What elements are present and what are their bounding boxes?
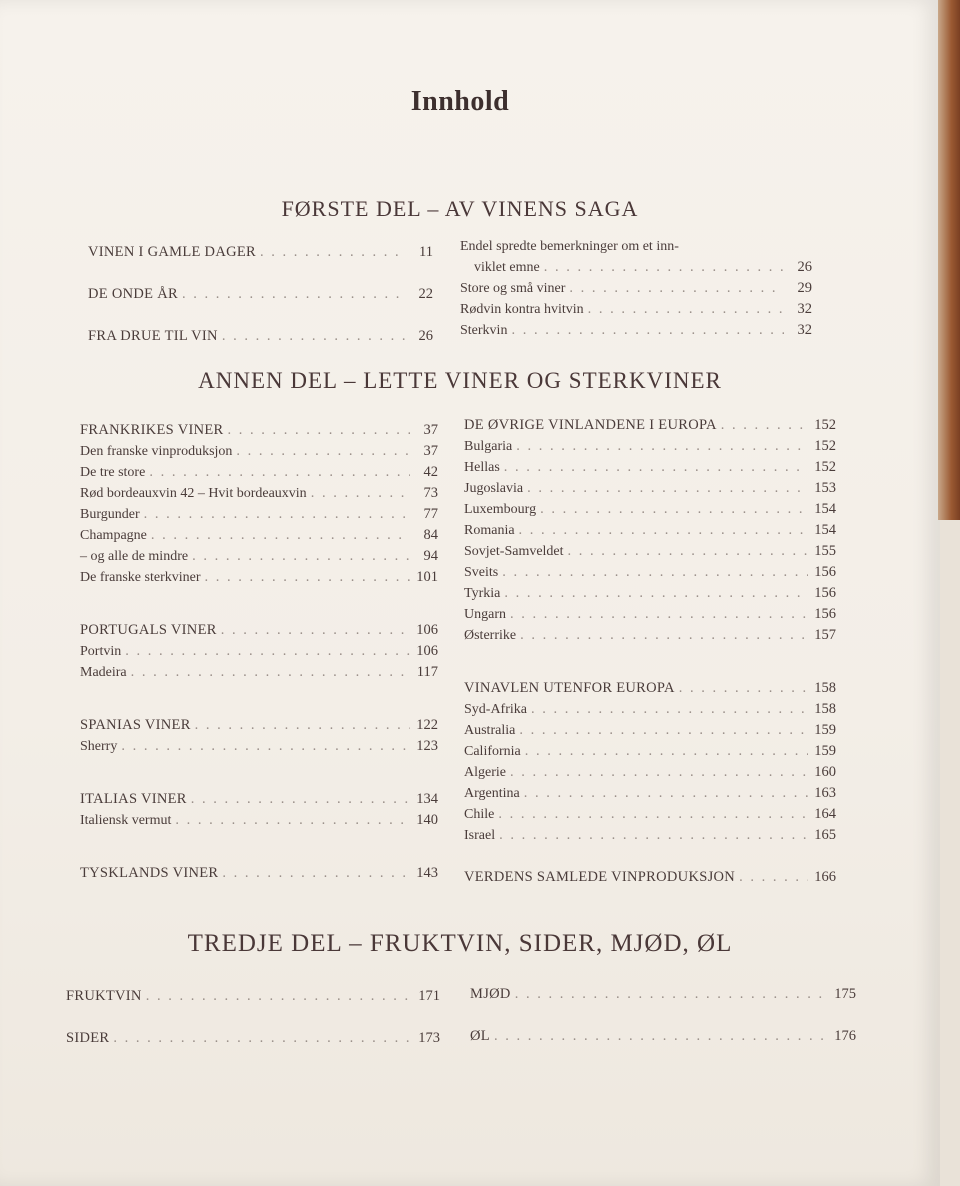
toc-entry[interactable]: ITALIAS VINER . . . 134 <box>80 789 438 810</box>
toc-entry[interactable]: Sherry . . . 123 <box>80 736 438 757</box>
toc-entry[interactable]: Argentina . . . 163 <box>464 783 836 804</box>
part-1-left-column <box>88 242 433 347</box>
toc-entry[interactable]: Sterkvin . . . 32 <box>460 320 812 341</box>
toc-entry[interactable]: viklet emne . . . 26 <box>460 257 812 278</box>
part-2-right-column <box>464 415 836 888</box>
toc-entry[interactable]: SPANIAS VINER . . . 122 <box>80 715 438 736</box>
toc-entry[interactable]: Madeira . . . 117 <box>80 662 438 683</box>
toc-entry[interactable]: PORTUGALS VINER . . . 106 <box>80 620 438 641</box>
toc-entry[interactable]: SIDER . . . 173 <box>66 1028 440 1049</box>
contents-page <box>60 0 860 1186</box>
toc-entry[interactable]: Italiensk vermut . . . 140 <box>80 810 438 831</box>
toc-entry[interactable]: Israel . . . 165 <box>464 825 836 846</box>
part-1-heading: FØRSTE DEL – AV VINENS SAGA <box>281 196 639 221</box>
toc-entry[interactable]: Østerrike . . . 157 <box>464 625 836 646</box>
toc-entry[interactable]: DE ONDE ÅR . . . 22 <box>88 284 433 305</box>
toc-entry[interactable]: Bulgaria . . . 152 <box>464 436 836 457</box>
toc-entry[interactable]: Burgunder . . . 77 <box>80 504 438 525</box>
toc-entry[interactable]: – og alle de mindre . . . 94 <box>80 546 438 567</box>
toc-entry[interactable]: Jugoslavia . . . 153 <box>464 478 836 499</box>
part-2-left-column <box>80 420 438 884</box>
toc-entry[interactable]: Syd-Afrika . . . 158 <box>464 699 836 720</box>
toc-entry[interactable]: Champagne . . . 84 <box>80 525 438 546</box>
toc-entry[interactable]: Portvin . . . 106 <box>80 641 438 662</box>
toc-entry[interactable]: VINEN I GAMLE DAGER . . . 11 <box>88 242 433 263</box>
toc-entry[interactable]: DE ØVRIGE VINLANDENE I EUROPA . . . 152 <box>464 415 836 436</box>
part-3-right-column <box>470 984 856 1047</box>
toc-entry[interactable]: Sveits . . . 156 <box>464 562 836 583</box>
toc-entry[interactable]: Chile . . . 164 <box>464 804 836 825</box>
toc-entry[interactable]: Rødvin kontra hvitvin . . . 32 <box>460 299 812 320</box>
part-2-heading: ANNEN DEL – LETTE VINER OG STERKVINER <box>198 368 722 393</box>
part-3-heading: TREDJE DEL – FRUKTVIN, SIDER, MJØD, ØL <box>187 930 733 957</box>
toc-entry[interactable]: VINAVLEN UTENFOR EUROPA . . . 158 <box>464 678 836 699</box>
toc-entry[interactable]: FRUKTVIN . . . 171 <box>66 986 440 1007</box>
toc-entry[interactable]: Luxembourg . . . 154 <box>464 499 836 520</box>
part-1-right-column <box>460 236 812 341</box>
toc-entry[interactable]: TYSKLANDS VINER . . . 143 <box>80 863 438 884</box>
toc-entry[interactable]: Sovjet-Samveldet . . . 155 <box>464 541 836 562</box>
toc-entry[interactable]: Tyrkia . . . 156 <box>464 583 836 604</box>
toc-entry[interactable]: De franske sterkviner . . . 101 <box>80 567 438 588</box>
toc-entry[interactable]: ØL . . . 176 <box>470 1026 856 1047</box>
toc-entry[interactable]: MJØD . . . 175 <box>470 984 856 1005</box>
toc-entry[interactable]: De tre store . . . 42 <box>80 462 438 483</box>
toc-entry[interactable]: Algerie . . . 160 <box>464 762 836 783</box>
part-3-left-column <box>66 986 440 1049</box>
toc-entry[interactable]: Endel spredte bemerkninger om et inn- <box>460 239 679 254</box>
toc-entry[interactable]: VERDENS SAMLEDE VINPRODUKSJON . . . 166 <box>464 867 836 888</box>
table-edge <box>938 0 960 520</box>
toc-entry[interactable]: Ungarn . . . 156 <box>464 604 836 625</box>
toc-entry[interactable]: Hellas . . . 152 <box>464 457 836 478</box>
toc-entry[interactable]: Den franske vinproduksjon . . . 37 <box>80 441 438 462</box>
toc-entry[interactable]: Store og små viner . . . 29 <box>460 278 812 299</box>
toc-entry[interactable]: California . . . 159 <box>464 741 836 762</box>
toc-entry[interactable]: FRANKRIKES VINER . . . 37 <box>80 420 438 441</box>
toc-entry[interactable]: FRA DRUE TIL VIN . . . 26 <box>88 326 433 347</box>
page-title: Innhold <box>410 86 510 117</box>
toc-entry[interactable]: Romania . . . 154 <box>464 520 836 541</box>
toc-entry[interactable]: Australia . . . 159 <box>464 720 836 741</box>
toc-entry[interactable]: Rød bordeauxvin 42 – Hvit bordeauxvin . . . 73 <box>80 483 438 504</box>
